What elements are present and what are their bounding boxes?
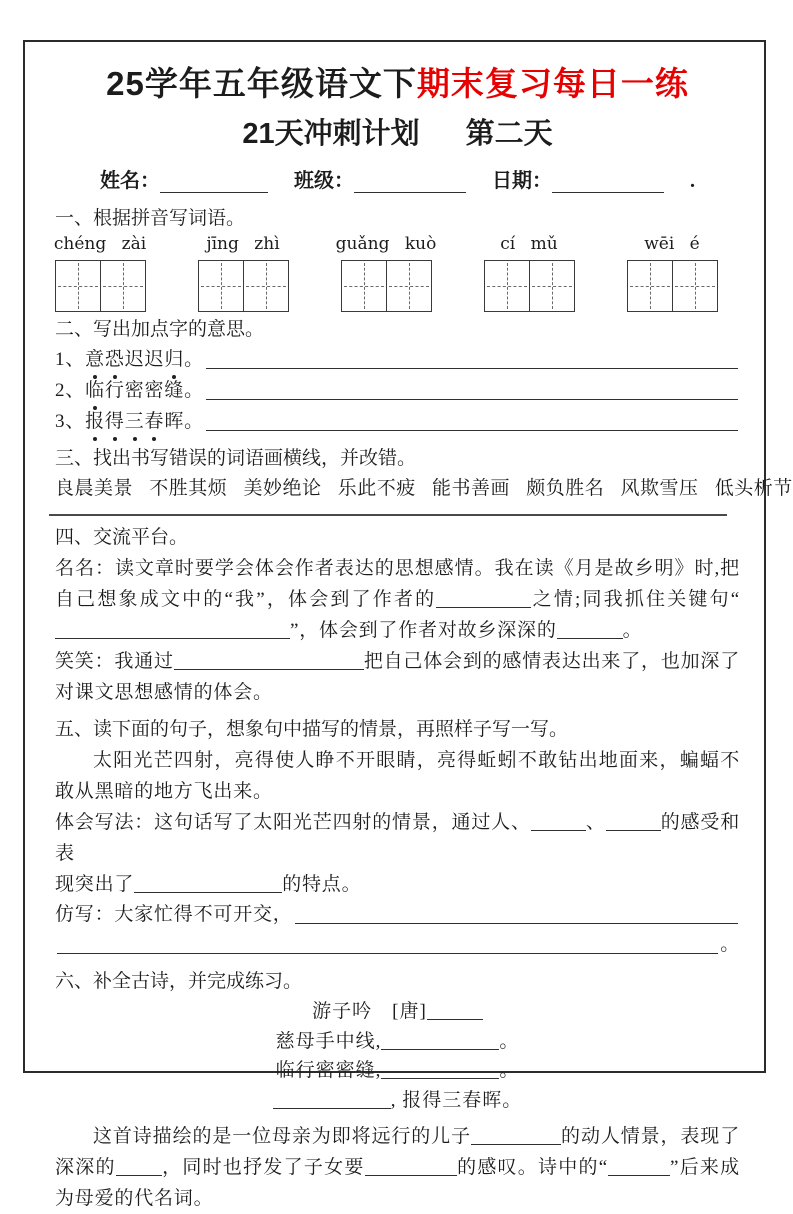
section5-heading: 五、读下面的句子，想象句中描写的情景，再照样子写一写。 [55, 719, 569, 740]
text-run: 游子吟 [唐] [312, 1001, 427, 1022]
writing-grid [198, 260, 289, 312]
class-label: 班级： [294, 170, 354, 192]
grid-cell[interactable] [386, 261, 431, 311]
section2-heading: 二、写出加点字的意思。 [55, 319, 265, 340]
emphasized-text [85, 345, 204, 375]
question-line [55, 376, 740, 406]
date-blank[interactable] [552, 172, 664, 193]
grid-cell[interactable] [243, 261, 288, 311]
poem-block [55, 997, 740, 1115]
poem-analysis [55, 1121, 740, 1214]
char: 晖 [164, 411, 185, 432]
blank-underline[interactable] [57, 953, 718, 954]
grid-cell[interactable] [100, 261, 145, 311]
emphasized-char: 三 [125, 407, 145, 437]
grid-cell[interactable] [628, 261, 672, 311]
method-line2 [55, 869, 740, 900]
section6-heading: 六、补全古诗，并完成练习。 [55, 971, 303, 992]
text-run: 现突出了 [55, 874, 135, 895]
question-line [55, 407, 740, 437]
blank-underline[interactable] [365, 1155, 457, 1176]
grid-cell[interactable] [199, 261, 243, 311]
writing-grid [627, 260, 718, 312]
text-run: ，同时也抒发了子女要 [161, 1157, 365, 1178]
blank-underline[interactable] [206, 430, 738, 431]
pinyin-item [55, 234, 145, 312]
section4-heading: 四、交流平台。 [55, 527, 189, 548]
text-run: 慈母手中线, [275, 1030, 382, 1052]
text-run: 这首诗描绘的是一位母亲为即将远行的儿子 [93, 1126, 471, 1147]
char: 迟 [144, 349, 165, 370]
text-run: ”，体会到了作者对故乡深深的 [290, 620, 557, 641]
grid-cell[interactable] [342, 261, 386, 311]
pinyin-text: guǎng kuò [335, 234, 437, 254]
text-run: 2、 [55, 380, 86, 401]
pinyin-text: jīng zhì [206, 234, 280, 254]
pinyin-item [335, 234, 437, 312]
poem-line [55, 1086, 740, 1116]
poem-line [55, 1027, 740, 1057]
page-title [55, 58, 740, 105]
class-blank[interactable] [354, 172, 466, 193]
section1-heading: 一、根据拼音写词语。 [55, 208, 246, 229]
title-red-part: 期末复习每日一练 [416, 65, 689, 102]
section3-heading: 三、找出书写错误的词语画横线，并改错。 [55, 448, 417, 469]
text-run: 、 [585, 812, 606, 833]
char: 。 [184, 380, 204, 401]
text-run: 仿写：大家忙得不可开交， [55, 904, 293, 925]
text-run: 1、 [55, 349, 86, 370]
char: 迟 [124, 349, 145, 370]
char: 密 [144, 380, 165, 401]
blank-underline[interactable] [531, 810, 586, 831]
emphasized-char: 临 [85, 376, 105, 406]
subtitle-plan: 21天冲刺计划 [242, 118, 420, 150]
blank-underline[interactable] [557, 618, 623, 639]
pinyin-grid-row [55, 234, 717, 312]
blank-underline[interactable] [608, 1155, 670, 1176]
emphasized-char: 报 [85, 407, 105, 437]
emphasized-text [85, 376, 204, 406]
pinyin-item [627, 234, 717, 312]
poem-line [55, 1056, 740, 1086]
text-run: 的动人情景，表现了深深的 [55, 1126, 741, 1178]
text-run: 。 [499, 1060, 520, 1081]
text-run: 。 [499, 1030, 520, 1052]
text-run: 名名：读文章时要学会体会作者表达的思想感情。我在读《月是故乡明》时,把自己想象成文中的“我”，体会到了作者的 [55, 558, 740, 610]
blank-underline[interactable] [273, 1088, 391, 1109]
method-line1 [55, 807, 740, 869]
worksheet-frame [23, 40, 793, 1209]
blank-underline[interactable] [134, 872, 282, 893]
pinyin-text: wēi é [644, 234, 700, 254]
text-run: 临行密密缝, [275, 1060, 382, 1081]
name-field [100, 164, 268, 193]
blank-underline[interactable] [381, 1029, 499, 1050]
text-run: 笑笑：我通过 [55, 651, 174, 672]
emphasized-char: 恐 [105, 345, 125, 375]
example-sentence: 太阳光芒四射，亮得使人睁不开眼睛，亮得蚯蚓不敢钻出地面来，蝙蝠不敢从黑暗的地方飞出来。 [55, 750, 740, 802]
title-black-part: 25学年五年级语文下 [106, 65, 417, 102]
subtitle-day: 第二天 [465, 118, 553, 150]
text-run: 。 [720, 934, 740, 955]
char: 。 [184, 349, 204, 370]
blank-underline[interactable] [471, 1124, 561, 1145]
text-run: ”后来成为母爱的代名词。 [55, 1157, 740, 1209]
grid-cell[interactable] [485, 261, 529, 311]
dialogue-xiaoxiao [55, 646, 740, 708]
blank-underline[interactable] [436, 587, 531, 608]
question-line [55, 345, 740, 375]
writing-grid [341, 260, 432, 312]
text-run: 把自己体会到的感情表达出来了，也加深了对课文思想感情的体会。 [55, 651, 741, 703]
emphasized-char: 春 [145, 407, 165, 437]
grid-cell[interactable] [56, 261, 100, 311]
section-divider [49, 514, 727, 516]
pinyin-text: chéng zài [53, 234, 147, 254]
name-label: 姓名： [100, 170, 160, 192]
date-field [492, 164, 664, 193]
blank-underline[interactable] [206, 368, 738, 369]
text-run: 的感受和表 [55, 812, 740, 864]
text-run: 体会写法：这句话写了太阳光芒四射的情景，通过人、 [55, 812, 531, 833]
emphasized-char: 归 [164, 345, 184, 375]
char: 缝 [164, 380, 185, 401]
poem-title-line [55, 997, 740, 1027]
writing-grid [55, 260, 146, 312]
blank-underline[interactable] [381, 1058, 499, 1079]
emphasized-char: 得 [105, 407, 125, 437]
word-list: 良晨美景 不胜其烦 美妙绝论 乐此不疲 能书善画 颇负胜名 风欺雪压 低头析节 [55, 478, 793, 499]
blank-underline[interactable] [55, 618, 290, 639]
emphasized-char: 意 [85, 345, 105, 375]
pinyin-item [484, 234, 574, 312]
blank-underline[interactable] [174, 649, 364, 670]
grid-cell[interactable] [672, 261, 717, 311]
text-run: 之情;同我抓住关键句“ [531, 589, 740, 610]
char: 行 [104, 380, 125, 401]
blank-underline[interactable] [427, 999, 483, 1020]
grid-cell[interactable] [529, 261, 574, 311]
fields-suffix: . [690, 170, 695, 192]
char: 密 [124, 380, 145, 401]
char: 。 [184, 411, 204, 432]
blank-underline[interactable] [295, 923, 738, 924]
class-field [294, 164, 466, 193]
pinyin-text: cí mǔ [500, 234, 558, 254]
blank-underline[interactable] [116, 1155, 162, 1176]
student-info-row [55, 164, 740, 193]
blank-underline[interactable] [606, 810, 661, 831]
imitation-line1 [55, 900, 740, 930]
imitation-line2 [55, 930, 740, 960]
text-run: 的感叹。诗中的“ [456, 1157, 609, 1178]
text-run: 的特点。 [282, 874, 362, 895]
emphasized-text [85, 407, 204, 437]
date-label: 日期： [492, 170, 552, 192]
text-run: 。 [622, 620, 643, 641]
text-run: , 报得三春晖。 [390, 1089, 523, 1111]
dialogue-mingming [55, 553, 740, 646]
name-blank[interactable] [160, 172, 268, 193]
blank-underline[interactable] [206, 399, 738, 400]
writing-grid [484, 260, 575, 312]
page-subtitle [55, 111, 740, 152]
text-run: 3、 [55, 411, 86, 432]
pinyin-item [198, 234, 288, 312]
